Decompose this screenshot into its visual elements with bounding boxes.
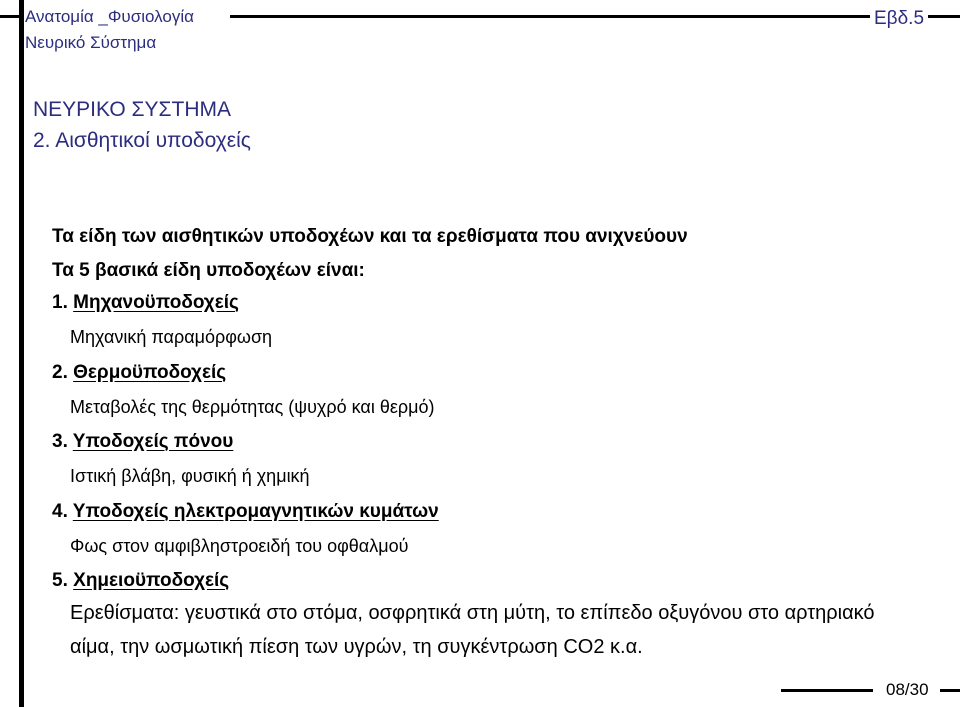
page-number: 08/30 bbox=[886, 680, 929, 699]
section-title: 2. Αισθητικοί υποδοχείς bbox=[33, 129, 251, 152]
item-name: Μηχανοϋποδοχείς bbox=[73, 292, 239, 313]
list-item bbox=[52, 292, 239, 314]
left-margin-bar bbox=[19, 0, 24, 707]
item-name: Χημειοϋποδοχείς bbox=[73, 570, 230, 591]
item-number: 5. bbox=[52, 570, 68, 591]
page-title: ΝΕΥΡΙΚΟ ΣΥΣΤΗΜΑ bbox=[33, 98, 232, 121]
header-rule bbox=[230, 15, 870, 18]
header-rule-right bbox=[928, 15, 960, 18]
header-subtitle: Νευρικό Σύστημα bbox=[25, 33, 157, 52]
item-description: Μηχανική παραμόρφωση bbox=[70, 327, 273, 347]
item-number: 4. bbox=[52, 501, 68, 522]
item-number: 1. bbox=[52, 292, 68, 313]
header-rule-left bbox=[0, 15, 20, 18]
list-item bbox=[52, 501, 439, 523]
item-description: Φως στον αμφιβληστροειδή του οφθαλμού bbox=[70, 536, 409, 556]
intro-line-1: Τα είδη των αισθητικών υποδοχέων και τα ερεθίσματα που ανιχνεύουν bbox=[52, 226, 688, 247]
header-subject: Ανατομία _Φυσιολογία bbox=[25, 7, 194, 26]
item-description: Ιστική βλάβη, φυσική ή χημική bbox=[70, 466, 310, 486]
item-description-continued: αίμα, την ωσμωτική πίεση των υγρών, τη συγκέντρωση CO2 κ.α. bbox=[70, 636, 643, 658]
item-name: Θερμοϋποδοχείς bbox=[73, 362, 227, 383]
item-number: 2. bbox=[52, 362, 68, 383]
item-number: 3. bbox=[52, 431, 68, 452]
item-name: Υποδοχείς πόνου bbox=[72, 431, 234, 452]
footer-rule bbox=[781, 689, 873, 692]
footer-rule-right bbox=[940, 689, 960, 692]
intro-line-2: Τα 5 βασικά είδη υποδοχέων είναι: bbox=[52, 260, 365, 281]
item-description: Μεταβολές της θερμότητας (ψυχρό και θερμό) bbox=[70, 397, 435, 417]
item-name: Υποδοχείς ηλεκτρομαγνητικών κυμάτων bbox=[72, 501, 439, 522]
list-item bbox=[52, 570, 229, 592]
list-item bbox=[52, 362, 226, 384]
list-item bbox=[52, 431, 233, 453]
header-code: Εβδ.5 bbox=[874, 8, 925, 29]
item-description: Ερεθίσματα: γευστικά στο στόμα, οσφρητικά στη μύτη, το επίπεδο οξυγόνου στο αρτηριακό bbox=[70, 602, 875, 624]
